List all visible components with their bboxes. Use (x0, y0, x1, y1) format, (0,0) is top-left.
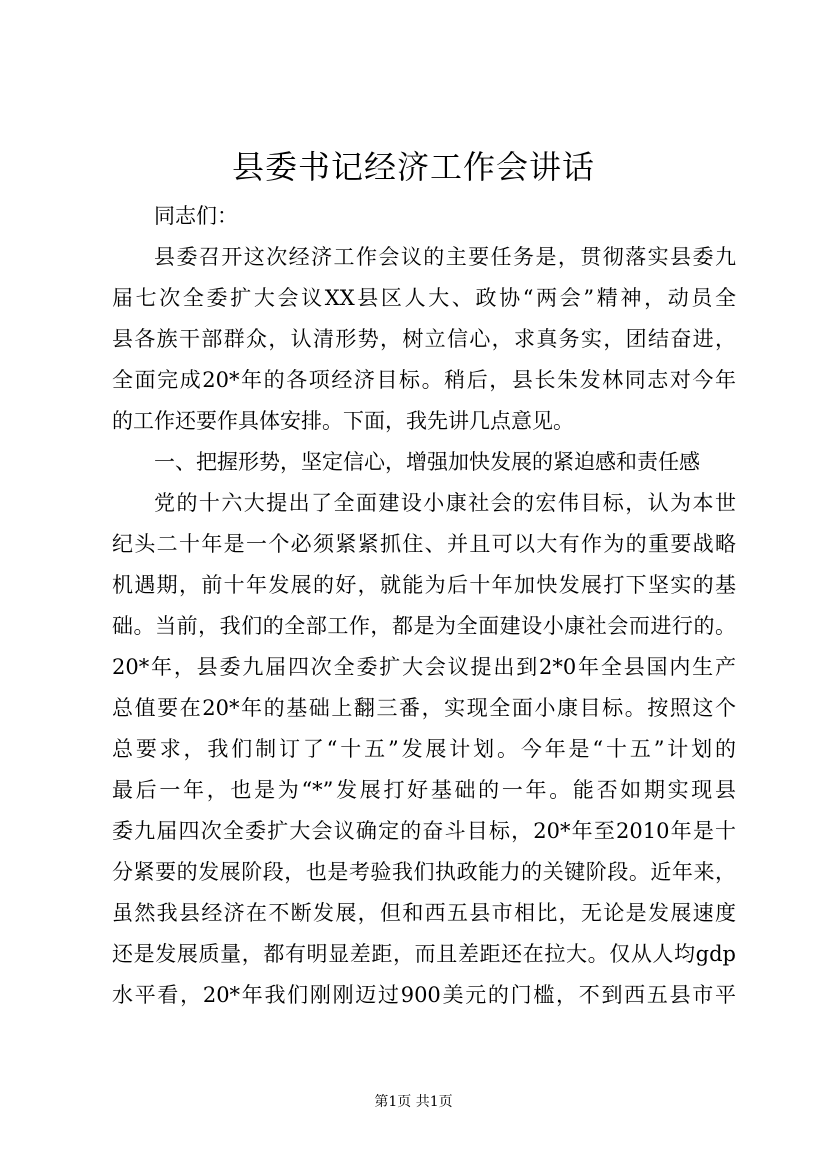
paragraph-line: 还是发展质量，都有明显差距，而且差距还在拉大。仅从人均gdp (112, 942, 736, 966)
paragraph-line: 机遇期，前十年发展的好，就能为后十年加快发展打下坚实的基 (112, 573, 736, 597)
paragraph-line: 水平看，20*年我们刚刚迈过900美元的门槛，不到西五县市平 (112, 983, 736, 1007)
paragraph-line: 党的十六大提出了全面建设小康社会的宏伟目标，认为本世 (154, 491, 736, 515)
salutation: 同志们： (154, 204, 238, 228)
paragraph-line: 县委召开这次经济工作会议的主要任务是，贯彻落实县委九 (154, 245, 736, 269)
paragraph-line: 全面完成20*年的各项经济目标。稍后，县长朱发林同志对今年 (112, 368, 736, 392)
page-title: 县委书记经济工作会讲话 (231, 148, 595, 186)
paragraph-line: 最后一年，也是为“*”发展打好基础的一年。能否如期实现县 (112, 778, 736, 802)
paragraph-line: 纪头二十年是一个必须紧紧抓住、并且可以大有作为的重要战略 (112, 532, 736, 556)
document-body (112, 196, 736, 1016)
paragraph-line: 的工作还要作具体安排。下面，我先讲几点意见。 (112, 409, 574, 433)
paragraph-line: 分紧要的发展阶段，也是考验我们执政能力的关键阶段。近年来， (112, 860, 736, 884)
paragraph-line: 县各族干部群众，认清形势，树立信心，求真务实，团结奋进， (112, 327, 736, 351)
paragraph-line: 届七次全委扩大会议XX县区人大、政协“两会”精神，动员全 (112, 286, 736, 310)
page-number-footer: 第1页 共1页 (374, 1094, 453, 1110)
paragraph-line: 总要求，我们制订了“十五”发展计划。今年是“十五”计划的 (112, 737, 736, 761)
paragraph-line: 委九届四次全委扩大会议确定的奋斗目标，20*年至2010年是十 (112, 819, 736, 843)
paragraph-line: 总值要在20*年的基础上翻三番，实现全面小康目标。按照这个 (112, 696, 736, 720)
paragraph-line: 20*年，县委九届四次全委扩大会议提出到2*0年全县国内生产 (112, 655, 736, 679)
paragraph-line: 虽然我县经济在不断发展，但和西五县市相比，无论是发展速度 (112, 901, 736, 925)
paragraph-line: 础。当前，我们的全部工作，都是为全面建设小康社会而进行的。 (112, 614, 736, 638)
section-heading: 一、把握形势，坚定信心，增强加快发展的紧迫感和责任感 (154, 450, 700, 474)
